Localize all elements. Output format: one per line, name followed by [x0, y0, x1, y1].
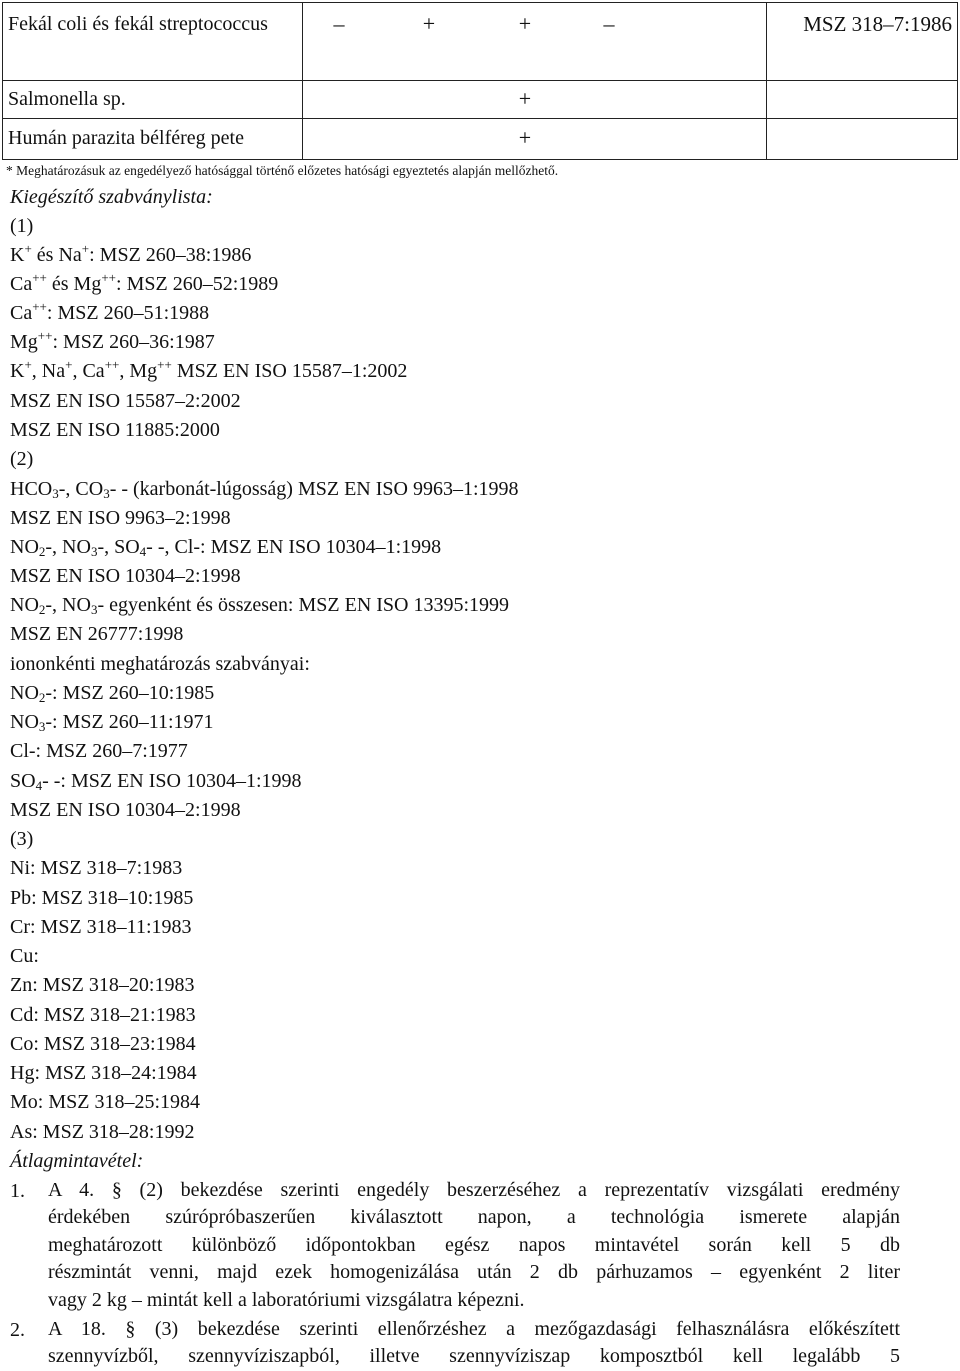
table-column-divider — [766, 2, 767, 160]
metal-standard-line: Co: MSZ 318–23:1984 — [10, 1033, 196, 1055]
metal-standard-line: Hg: MSZ 318–24:1984 — [10, 1062, 197, 1084]
table-cell-parameter: Fekál coli és fekál streptococcus — [8, 13, 268, 35]
paragraph-line: A 4. § (2) bekezdése szerinti engedély beszerzéséhez a reprezentatív vizsgálati eredmény — [48, 1179, 900, 1201]
table-cell-mark: + — [422, 11, 436, 36]
table-row-divider — [2, 80, 958, 81]
section-heading: Kiegészítő szabványlista: — [10, 186, 213, 208]
paragraph-line: vagy 2 kg – mintát kell a laboratóriumi vizsgálatra képezni. — [48, 1289, 525, 1311]
standard-line: MSZ EN 26777:1998 — [10, 623, 184, 645]
metal-standard-line: Cu: — [10, 945, 39, 967]
paragraph-number: 1. — [10, 1180, 25, 1202]
standard-line: $HCO_3-$, $CO_3-$ - (karbonát-lúgosság) MSZ EN ISO 9963–1:1998 — [10, 478, 519, 501]
standard-line: Cl-: MSZ 260–7:1977 — [10, 740, 188, 762]
standard-line: $NO_2-$, $NO_3-$ egyenként és összesen: MSZ EN ISO 13395:1999 — [10, 594, 510, 617]
standard-line: MSZ EN ISO 11885:2000 — [10, 419, 220, 441]
standard-line: Ca++: MSZ 260–51:1988 — [10, 299, 210, 324]
group-label: (3) — [10, 828, 34, 850]
metal-standard-line: Zn: MSZ 318–20:1983 — [10, 974, 195, 996]
metal-standard-line: Ni: MSZ 318–7:1983 — [10, 857, 183, 879]
standard-line: K+, Na+, Ca++, Mg++ MSZ EN ISO 15587–1:2002 — [10, 357, 408, 382]
standard-line: Ca++ és Mg++: MSZ 260–52:1989 — [10, 270, 279, 295]
standard-line: $NO_3-$: MSZ 260–11:1971 — [10, 711, 214, 734]
standard-line: MSZ EN ISO 10304–2:1998 — [10, 799, 241, 821]
table-column-divider — [302, 2, 303, 160]
standard-line: MSZ EN ISO 10304–2:1998 — [10, 565, 241, 587]
parameter-table — [2, 2, 958, 160]
table-cell-mark: + — [518, 11, 532, 36]
paragraph-line: részmintát venni, majd ezek homogenizálása után 2 db párhuzamos – egyenként 2 liter — [48, 1261, 900, 1283]
table-border-top — [2, 2, 958, 3]
paragraph-line: érdekében szúrópróbaszerűen kiválasztott napon, a technológia ismerete alapján — [48, 1206, 900, 1228]
metal-standard-line: Cr: MSZ 318–11:1983 — [10, 916, 192, 938]
paragraph-number: 2. — [10, 1319, 25, 1341]
table-cell-mark: + — [518, 86, 532, 111]
standard-line: $NO_2-$, $NO_3-$, $SO_4-$ -, Cl-: MSZ EN ISO 10304–1:1998 — [10, 536, 442, 559]
table-cell-standard: MSZ 318–7:1986 — [803, 12, 952, 36]
group-label: (2) — [10, 448, 34, 470]
table-border-bottom — [2, 159, 958, 160]
standard-line: MSZ EN ISO 15587–2:2002 — [10, 390, 241, 412]
standard-line: $NO_2-$: MSZ 260–10:1985 — [10, 682, 215, 705]
table-border-left — [2, 2, 3, 160]
metal-standard-line: Cd: MSZ 318–21:1983 — [10, 1004, 196, 1026]
metal-standard-line: Pb: MSZ 318–10:1985 — [10, 887, 194, 909]
table-border-right — [957, 2, 958, 160]
table-footnote: * Meghatározásuk az engedélyező hatósággal történő előzetes hatósági egyeztetés alapján mellőzhető. — [6, 163, 559, 178]
standard-line: iononkénti meghatározás szabványai: — [10, 653, 310, 675]
table-cell-mark: + — [518, 125, 532, 150]
table-cell-mark: – — [603, 11, 615, 36]
standard-line: Mg++: MSZ 260–36:1987 — [10, 328, 215, 353]
table-cell-parameter: Humán parazita bélféreg pete — [8, 127, 244, 149]
section-heading: Átlagmintavétel: — [10, 1150, 144, 1172]
metal-standard-line: Mo: MSZ 318–25:1984 — [10, 1091, 201, 1113]
table-row-divider — [2, 118, 958, 119]
standard-line: K+ és Na+: MSZ 260–38:1986 — [10, 241, 252, 266]
paragraph-line: meghatározott különböző időpontokban egész napos mintavétel során kell 5 db — [48, 1234, 900, 1256]
paragraph-line: szennyvízből, szennyvíziszapból, illetve szennyvíziszap komposztból kell legalább 5 — [48, 1345, 900, 1367]
metal-standard-line: As: MSZ 318–28:1992 — [10, 1121, 195, 1143]
table-cell-mark: – — [333, 11, 345, 36]
standard-line: MSZ EN ISO 9963–2:1998 — [10, 507, 231, 529]
table-cell-parameter: Salmonella sp. — [8, 88, 126, 110]
standard-line: $SO_4-$ -: MSZ EN ISO 10304–1:1998 — [10, 770, 302, 793]
paragraph-line: A 18. § (3) bekezdése szerinti ellenőrzéshez a mezőgazdasági felhasználásra előkészített — [48, 1318, 900, 1340]
group-label: (1) — [10, 215, 34, 237]
